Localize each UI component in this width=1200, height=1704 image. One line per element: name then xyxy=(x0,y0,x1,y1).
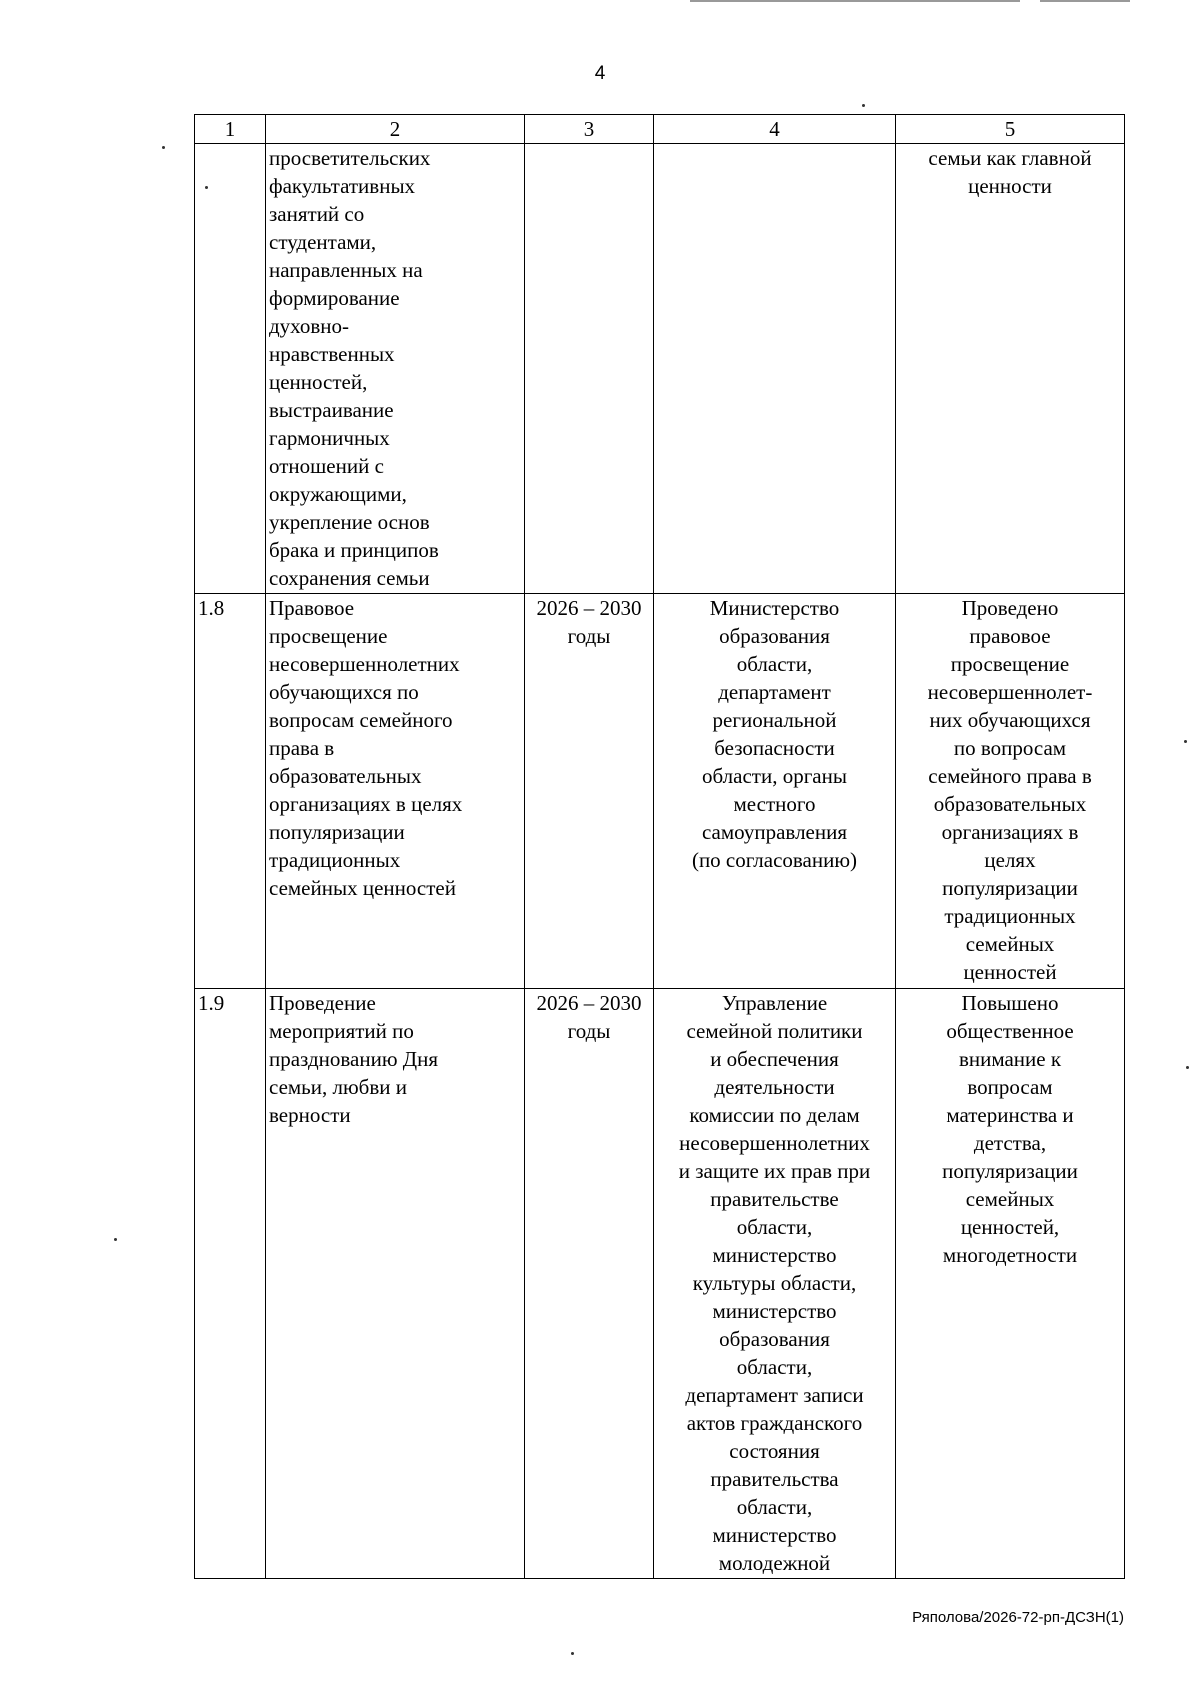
cell-text-line: семейной политики xyxy=(686,1019,863,1043)
cell-text-line: формирование xyxy=(269,286,400,310)
cell-text-line: верности xyxy=(269,1103,351,1127)
cell-text-line: министерство xyxy=(712,1523,837,1547)
cell-text-line: факультативных xyxy=(269,174,416,198)
cell-text-line: окружающими, xyxy=(269,482,407,506)
cell-text-line: внимание к xyxy=(958,1047,1062,1071)
table-row xyxy=(195,594,1125,989)
scan-speck xyxy=(162,146,165,149)
cell-text-line: семьи как главной xyxy=(928,146,1092,170)
cell-text-line: традиционных xyxy=(944,904,1076,928)
column-header: 1 xyxy=(195,115,266,144)
scan-speck xyxy=(114,1238,117,1241)
cell-text-line: укрепление основ xyxy=(269,510,430,534)
cell-text-line: Повышено xyxy=(961,991,1059,1015)
cell-text-line: (по согласованию) xyxy=(691,848,858,872)
cell-text-line: министерство xyxy=(712,1243,837,1267)
cell-text-line: традиционных xyxy=(269,848,401,872)
scan-speck xyxy=(862,104,865,107)
cell-text-line: многодетности xyxy=(942,1243,1078,1267)
responsible-cell xyxy=(654,144,896,594)
cell-text-line: Управление xyxy=(721,991,828,1015)
cell-text-line: области, xyxy=(736,1355,813,1379)
cell-text-line: обучающихся по xyxy=(269,680,419,704)
cell-text-line: несовершеннолетних xyxy=(269,652,460,676)
cell-text-line: вопросам xyxy=(967,1075,1053,1099)
responsible-cell xyxy=(654,594,896,989)
scan-speck xyxy=(571,1652,574,1655)
cell-text-line: правительства xyxy=(710,1467,839,1491)
column-header: 4 xyxy=(654,115,896,144)
cell-text-line: и защите их прав при xyxy=(678,1159,871,1183)
cell-text-line: области, органы xyxy=(702,764,847,788)
cell-text-line: и обеспечения xyxy=(710,1047,839,1071)
cell-text-line: Проведено xyxy=(961,596,1059,620)
cell-text-line: популяризации xyxy=(942,876,1078,900)
cell-text-line: организациях в xyxy=(941,820,1079,844)
cell-text-line: сохранения семьи xyxy=(269,566,430,590)
cell-text-line: несовершеннолетних xyxy=(679,1131,870,1155)
row-number-cell xyxy=(195,144,266,594)
cell-text-line: направленных на xyxy=(269,258,423,282)
cell-text-line: мероприятий по xyxy=(269,1019,414,1043)
cell-text-line: комиссии по делам xyxy=(689,1103,860,1127)
cell-text-line: самоуправления xyxy=(701,820,848,844)
cell-text-line: по вопросам xyxy=(953,736,1067,760)
cell-text-line: молодежной xyxy=(718,1551,831,1575)
cell-text-line: 2026 – 2030 xyxy=(536,991,642,1015)
activity-name-cell xyxy=(266,989,525,1579)
responsible-cell xyxy=(654,989,896,1579)
document-code: Ряполова/2026-72-рп-ДСЗН(1) xyxy=(912,1609,1124,1626)
cell-text-line: 2026 – 2030 xyxy=(536,596,642,620)
cell-text-line: правительстве xyxy=(710,1187,839,1211)
cell-text-line: нравственных xyxy=(269,342,395,366)
cell-text-line: просвещение xyxy=(950,652,1070,676)
cell-text-line: общественное xyxy=(946,1019,1074,1043)
activity-name-cell xyxy=(266,594,525,989)
scan-edge-line xyxy=(690,0,1020,2)
cell-text-line: студентами, xyxy=(269,230,377,254)
table-row xyxy=(195,989,1125,1579)
table-header-row xyxy=(195,115,1125,144)
cell-text-line: годы xyxy=(567,1019,611,1043)
activity-name-cell xyxy=(266,144,525,594)
cell-text-line: безопасности xyxy=(714,736,835,760)
period-cell xyxy=(525,989,654,1579)
cell-text-line: них обучающихся xyxy=(929,708,1091,732)
cell-text-line: просветительских xyxy=(269,146,431,170)
row-number-cell: 1.8 xyxy=(195,594,266,989)
cell-text-line: детства, xyxy=(973,1131,1047,1155)
scan-edge-line xyxy=(1040,0,1130,2)
cell-text-line: семейных xyxy=(965,932,1055,956)
cell-text-line: популяризации xyxy=(942,1159,1078,1183)
period-cell xyxy=(525,144,654,594)
cell-text-line: семейного права в xyxy=(928,764,1092,788)
cell-text-line: занятий со xyxy=(269,202,365,226)
column-header: 2 xyxy=(266,115,525,144)
cell-text-line: права в xyxy=(269,736,335,760)
cell-text-line: деятельности xyxy=(714,1075,835,1099)
cell-text-line: материнства и xyxy=(946,1103,1074,1127)
cell-text-line: годы xyxy=(567,624,611,648)
scan-speck xyxy=(1186,1066,1189,1069)
cell-text-line: актов гражданского xyxy=(686,1411,863,1435)
cell-text-line: семейных ценностей xyxy=(269,876,456,900)
cell-text-line: состояния xyxy=(729,1439,820,1463)
cell-text-line: образовательных xyxy=(269,764,422,788)
column-header: 3 xyxy=(525,115,654,144)
row-number-cell: 1.9 xyxy=(195,989,266,1579)
cell-text-line: Проведение xyxy=(269,991,376,1015)
cell-text-line: области, xyxy=(736,1215,813,1239)
cell-text-line: департамент записи xyxy=(685,1383,864,1407)
period-cell xyxy=(525,594,654,989)
cell-text-line: отношений с xyxy=(269,454,384,478)
cell-text-line: целях xyxy=(984,848,1036,872)
cell-text-line: семьи, любви и xyxy=(269,1075,407,1099)
cell-text-line: образования xyxy=(719,1327,830,1351)
cell-text-line: выстраивание xyxy=(269,398,394,422)
cell-text-line: департамент xyxy=(718,680,831,704)
cell-text-line: ценностей, xyxy=(269,370,368,394)
table-row xyxy=(195,144,1125,594)
cell-text-line: брака и принципов xyxy=(269,538,439,562)
cell-text-line: области, xyxy=(736,1495,813,1519)
cell-text-line: министерство xyxy=(712,1299,837,1323)
cell-text-line: региональной xyxy=(712,708,837,732)
column-header: 5 xyxy=(896,115,1125,144)
cell-text-line: Министерство xyxy=(709,596,840,620)
cell-text-line: организациях в целях xyxy=(269,792,463,816)
result-cell xyxy=(896,144,1125,594)
cell-text-line: местного xyxy=(733,792,816,816)
cell-text-line: правовое xyxy=(969,624,1051,648)
page-number: 4 xyxy=(594,63,606,84)
cell-text-line: гармоничных xyxy=(269,426,390,450)
cell-text-line: несовершеннолет- xyxy=(927,680,1093,704)
cell-text-line: вопросам семейного xyxy=(269,708,453,732)
cell-text-line: семейных xyxy=(965,1187,1055,1211)
cell-text-line: ценности xyxy=(968,174,1052,198)
cell-text-line: празднованию Дня xyxy=(269,1047,438,1071)
cell-text-line: культуры области, xyxy=(692,1271,857,1295)
cell-text-line: Правовое xyxy=(269,596,355,620)
cell-text-line: ценностей, xyxy=(960,1215,1060,1239)
cell-text-line: просвещение xyxy=(269,624,388,648)
result-cell xyxy=(896,594,1125,989)
cell-text-line: образовательных xyxy=(933,792,1087,816)
cell-text-line: ценностей xyxy=(963,960,1057,984)
cell-text-line: популяризации xyxy=(269,820,405,844)
cell-text-line: области, xyxy=(736,652,813,676)
cell-text-line: образования xyxy=(719,624,830,648)
result-cell xyxy=(896,989,1125,1579)
cell-text-line: духовно- xyxy=(269,314,350,338)
plan-table xyxy=(194,114,1125,1579)
scan-speck xyxy=(1184,740,1187,743)
